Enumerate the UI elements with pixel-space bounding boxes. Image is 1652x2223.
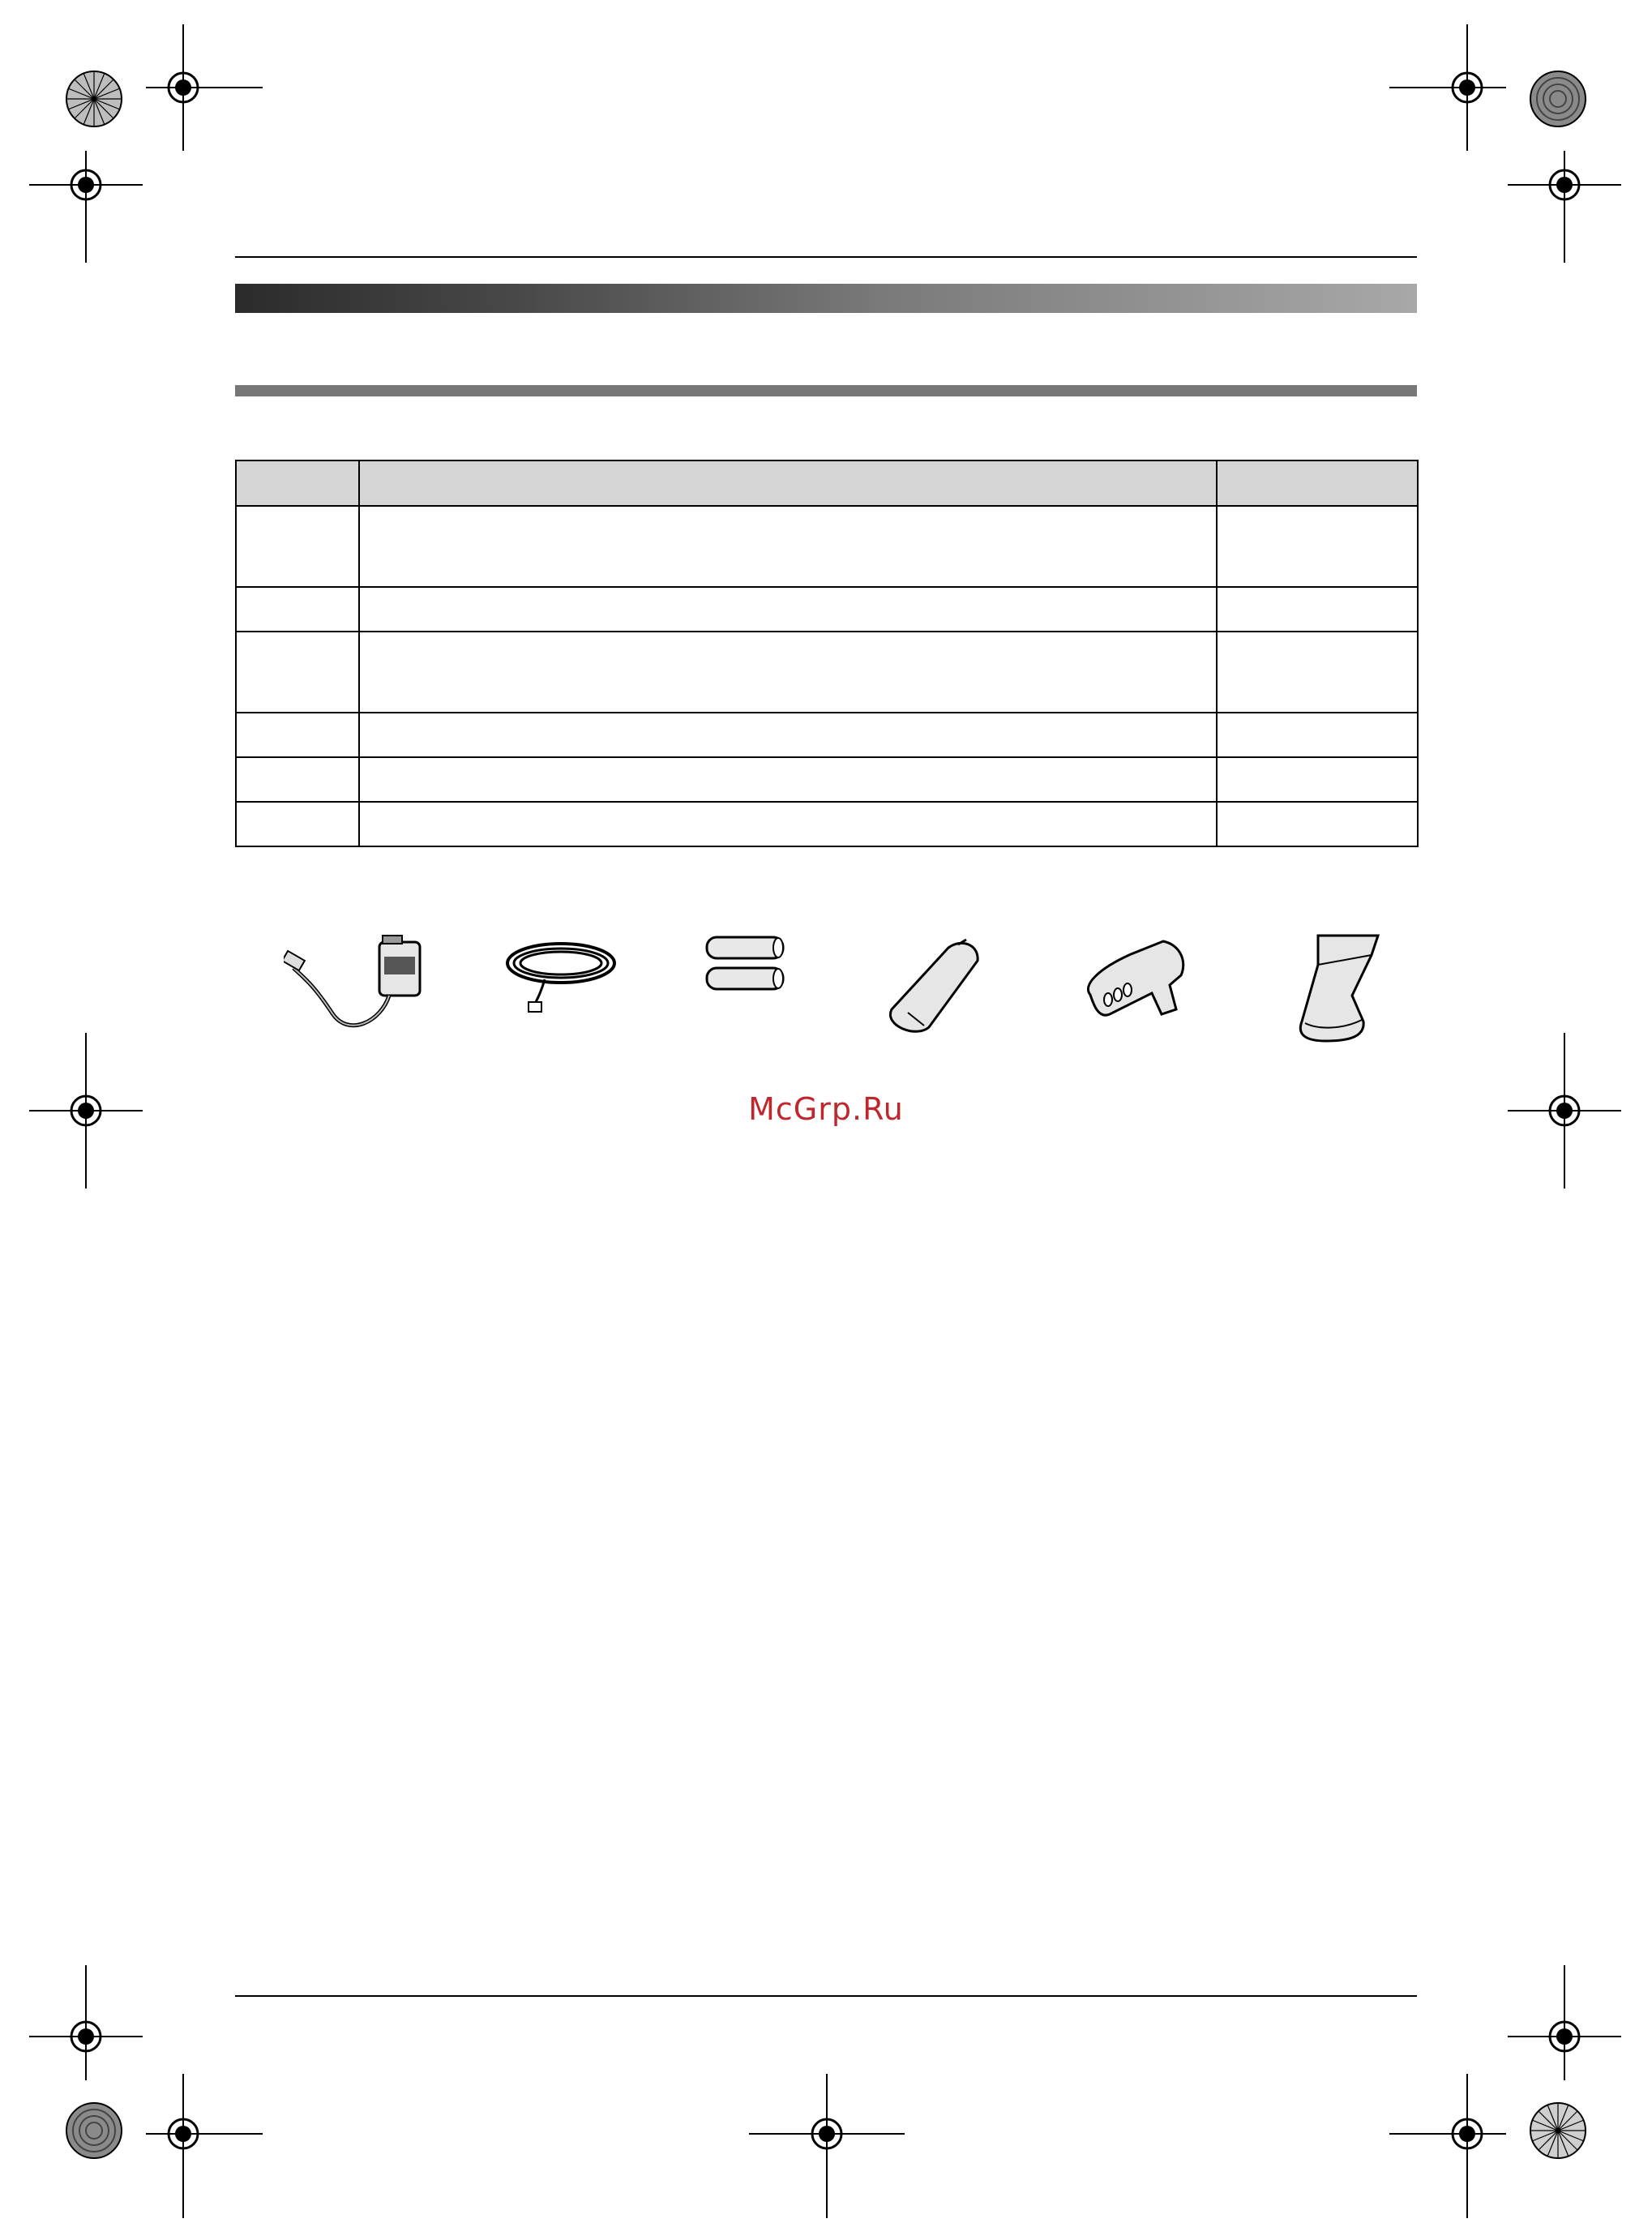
accessories-table	[235, 460, 1419, 847]
concentric-target-icon	[1527, 68, 1589, 130]
table-header-row	[236, 460, 1418, 506]
handset-cover-icon	[884, 936, 989, 1034]
footer-rule	[235, 1995, 1417, 1997]
registration-crosshair-icon	[24, 1962, 146, 2084]
registration-crosshair-icon	[746, 2067, 908, 2221]
registration-crosshair-icon	[1385, 2067, 1514, 2221]
registration-crosshair-icon	[24, 146, 146, 268]
charger-icon	[1294, 932, 1383, 1046]
concentric-target-icon	[63, 2100, 125, 2161]
star-target-icon	[1527, 2100, 1589, 2161]
table-row	[236, 802, 1418, 846]
registration-crosshair-icon	[138, 0, 267, 162]
registration-crosshair-icon	[1504, 146, 1626, 268]
table-row	[236, 757, 1418, 802]
registration-crosshair-icon	[1504, 1030, 1626, 1192]
telephone-line-cord-icon	[496, 934, 618, 1015]
header-rule	[235, 256, 1417, 258]
registration-crosshair-icon	[1385, 0, 1514, 162]
chapter-gradient-bar	[235, 284, 1417, 313]
star-target-icon	[63, 68, 125, 130]
section-heading-bar	[235, 385, 1417, 396]
registration-crosshair-icon	[24, 1030, 146, 1192]
table-row	[236, 587, 1418, 632]
table-header-cell	[1217, 460, 1418, 506]
table-header-cell	[359, 460, 1217, 506]
watermark-text: McGrp.Ru	[748, 1091, 904, 1127]
registration-crosshair-icon	[1504, 1962, 1626, 2084]
ac-adaptor-icon	[284, 932, 430, 1038]
belt-clip-icon	[1074, 936, 1196, 1026]
rechargeable-batteries-icon	[704, 932, 793, 997]
table-row	[236, 506, 1418, 587]
table-row	[236, 713, 1418, 757]
table-row	[236, 632, 1418, 713]
table-header-cell	[236, 460, 359, 506]
registration-crosshair-icon	[138, 2067, 267, 2221]
